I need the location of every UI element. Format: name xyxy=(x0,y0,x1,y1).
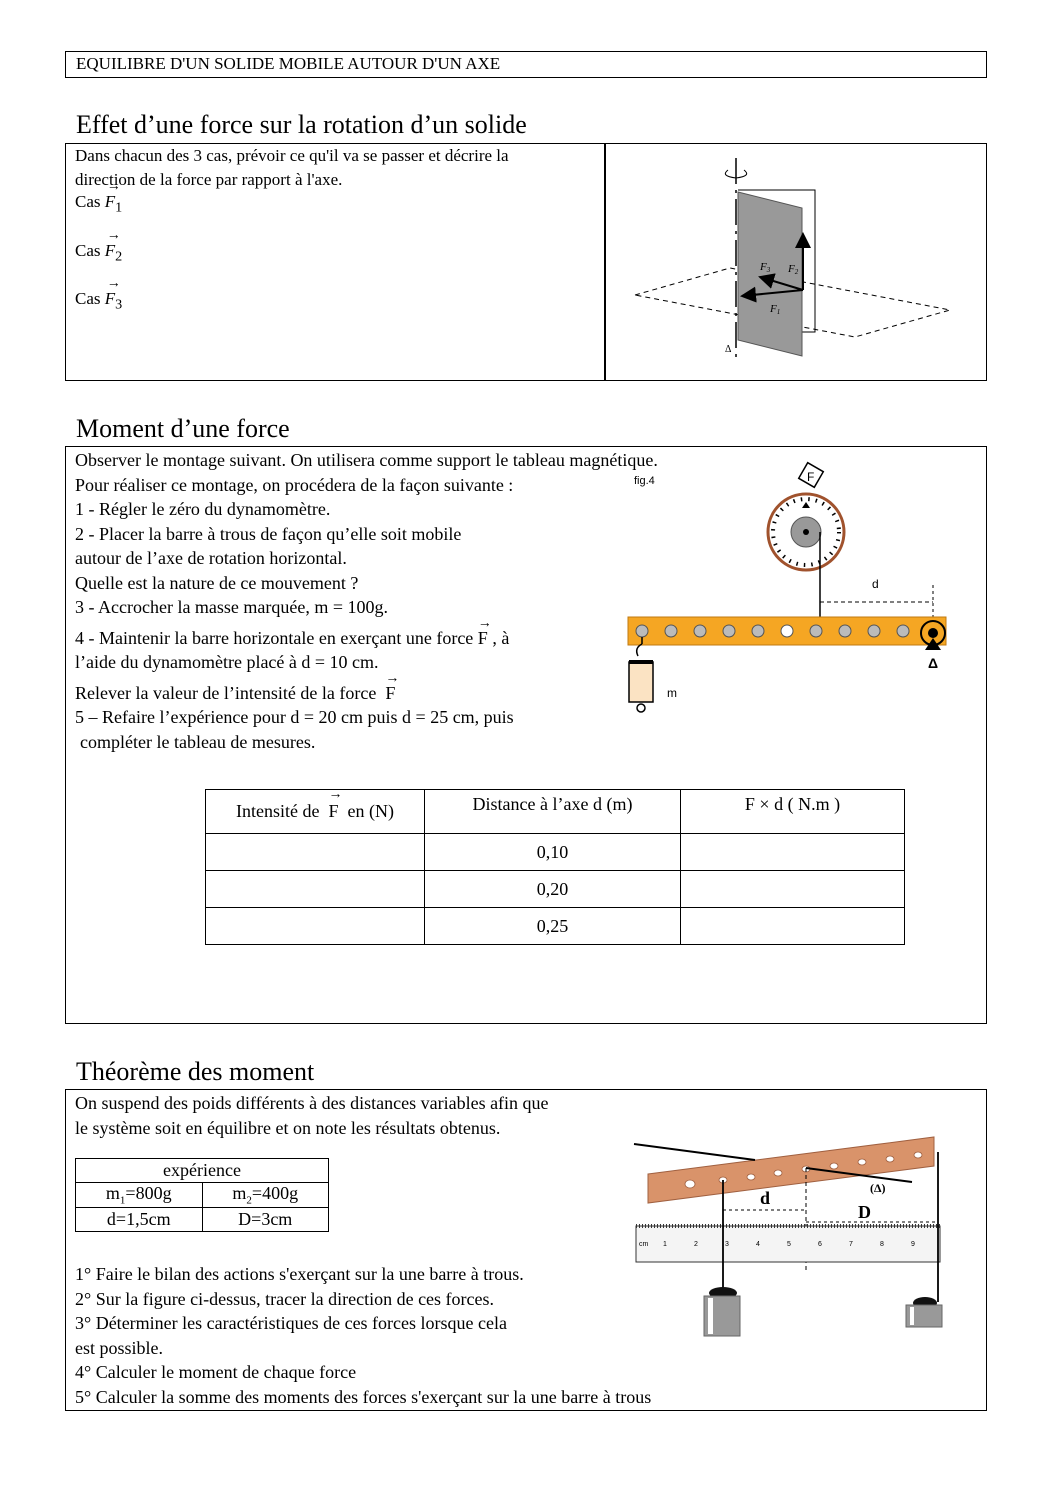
cell-intensity[interactable] xyxy=(206,908,425,945)
d-cell: d=1,5cm xyxy=(76,1207,203,1231)
balance-figure xyxy=(630,1132,950,1340)
section3-title: Théorème des moment xyxy=(76,1057,315,1086)
rotation-plate-figure xyxy=(620,150,970,375)
fig4-F-label: F xyxy=(807,470,815,484)
exp-header: expérience xyxy=(76,1159,329,1183)
section1-intro-line1: Dans chacun des 3 cas, prévoir ce qu'il va se passer et décrire la xyxy=(75,146,509,165)
section2-title: Moment d’une force xyxy=(76,414,290,443)
question-3: 3° Déterminer les caractéristiques de ces forces lorsque cela xyxy=(75,1313,507,1333)
cas-2-label: Cas xyxy=(75,241,101,260)
header-intensity: Intensité de → F en (N) xyxy=(206,790,425,834)
cas-2 xyxy=(75,241,122,265)
header-distance: Distance à l’axe d (m) xyxy=(425,790,681,834)
f2-label: F2 xyxy=(788,263,799,276)
cell-product[interactable] xyxy=(681,871,905,908)
ruler-tick-label: 5 xyxy=(787,1241,791,1248)
question-4: 4° Calculer le moment de chaque force xyxy=(75,1362,357,1382)
s2-line-1: Observer le montage suivant. On utilisera comme support le tableau magnétique. xyxy=(75,450,658,470)
mass-m2-highlight xyxy=(910,1307,914,1325)
s2-line-8: 4 - Maintenir la barre horizontale en exerçant une force → F , à xyxy=(75,626,658,651)
fig4-m-label: m xyxy=(667,686,677,700)
fig3-D-label: D xyxy=(858,1202,871,1222)
section1-intro-line2: direction de la force par rapport à l'axe. xyxy=(75,170,343,189)
experience-table xyxy=(75,1158,329,1232)
ruler-tick-label: 6 xyxy=(818,1241,822,1248)
measurement-table xyxy=(205,789,905,945)
cas-3 xyxy=(75,289,122,313)
table-row xyxy=(206,908,905,945)
cas-3-label: Cas xyxy=(75,289,101,308)
cas-3-vector: → $F_3$ xyxy=(105,289,122,313)
document-header: EQUILIBRE D'UN SOLIDE MOBILE AUTOUR D'UN AXE xyxy=(65,51,987,78)
ruler-tick-label: 7 xyxy=(849,1241,853,1248)
s2-line-11: 5 – Refaire l’expérience pour d = 20 cm puis d = 25 cm, puis xyxy=(75,707,514,727)
cell-product[interactable] xyxy=(681,908,905,945)
perforated-bar-wood xyxy=(648,1137,934,1203)
section1-title: Effet d’une force sur la rotation d’un solide xyxy=(76,110,527,139)
cas-2-vector: → $F_2$ xyxy=(105,241,122,265)
question-2: 2° Sur la figure ci-dessus, tracer la direction de ces forces. xyxy=(75,1288,495,1309)
s2-line-6: Quelle est la nature de ce mouvement ? xyxy=(75,572,359,593)
fig3-delta-label: (Δ) xyxy=(870,1181,886,1195)
cell-distance: 0,20 xyxy=(425,871,681,908)
s2-line-2: Pour réaliser ce montage, on procédera de la façon suivante : xyxy=(75,474,514,495)
hanging-mass xyxy=(629,662,653,702)
ruler-tick-label: 9 xyxy=(911,1241,915,1248)
question-1: 1° Faire le bilan des actions s'exerçant sur la une barre à trous. xyxy=(75,1264,524,1284)
m1-cell: $m_1=800g$ xyxy=(76,1183,203,1208)
s2-line-10: Relever la valeur de l’intensité de la force → F xyxy=(75,681,658,706)
table-row xyxy=(206,834,905,871)
s2-line-5: autour de l’axe de rotation horizontal. xyxy=(75,548,347,568)
question-3-cont: est possible. xyxy=(75,1337,163,1358)
table-row xyxy=(206,871,905,908)
mass-m1-highlight xyxy=(708,1298,713,1334)
mass-bottom-ring xyxy=(637,704,645,712)
fig3-d-label: d xyxy=(760,1188,771,1208)
f3-label: F3 xyxy=(760,261,771,274)
cell-product[interactable] xyxy=(681,834,905,871)
cas-1-vector: → $F_1$ xyxy=(105,192,122,216)
s2-line-3: 1 - Régler le zéro du dynamomètre. xyxy=(75,499,331,519)
cell-distance: 0,10 xyxy=(425,834,681,871)
section1-divider xyxy=(604,144,606,380)
ruler-tick-label: 4 xyxy=(756,1241,760,1248)
header-product: F × d ( N.m ) xyxy=(681,790,905,834)
s2-line-12: compléter le tableau de mesures. xyxy=(80,731,316,752)
s2-line-7: 3 - Accrocher la masse marquée, m = 100g. xyxy=(75,597,389,617)
cell-distance: 0,25 xyxy=(425,908,681,945)
fig4-label: fig.4 xyxy=(634,475,655,487)
pivot-center xyxy=(928,628,938,638)
fig4-delta-label: Δ xyxy=(928,655,939,671)
delta-label: Δ xyxy=(725,344,732,355)
ruler-tick-label: 8 xyxy=(880,1241,884,1248)
s2-line-4: 2 - Placer la barre à trous de façon qu’elle soit mobile xyxy=(75,523,462,544)
s2-line-9: l’aide du dynamomètre placé à d = 10 cm. xyxy=(75,652,379,672)
fig4-d-label: d xyxy=(872,577,879,591)
ruler-tick-label: 3 xyxy=(725,1241,729,1248)
m2-cell: $m_2=400g$ xyxy=(202,1183,329,1208)
pointer-line-left xyxy=(634,1144,755,1160)
s3-intro-line1: On suspend des poids différents à des distances variables afin que xyxy=(75,1093,549,1113)
question-5: 5° Calculer la somme des moments des forces s'exerçant sur la une barre à trous xyxy=(75,1386,652,1407)
D-cell: D=3cm xyxy=(202,1207,329,1231)
cas-1 xyxy=(75,192,122,216)
f1-label: F1 xyxy=(770,303,781,316)
dynamometer-figure xyxy=(620,460,960,720)
s3-intro-line2: le système soit en équilibre et on note les résultats obtenus. xyxy=(75,1117,501,1138)
ruler-tick-label: 1 xyxy=(663,1241,667,1248)
dial-pivot xyxy=(803,529,809,535)
ruler-tick-label: 2 xyxy=(694,1241,698,1248)
cas-1-label: Cas xyxy=(75,192,101,211)
cell-intensity[interactable] xyxy=(206,834,425,871)
cell-intensity[interactable] xyxy=(206,871,425,908)
ruler-unit: cm xyxy=(639,1241,649,1248)
